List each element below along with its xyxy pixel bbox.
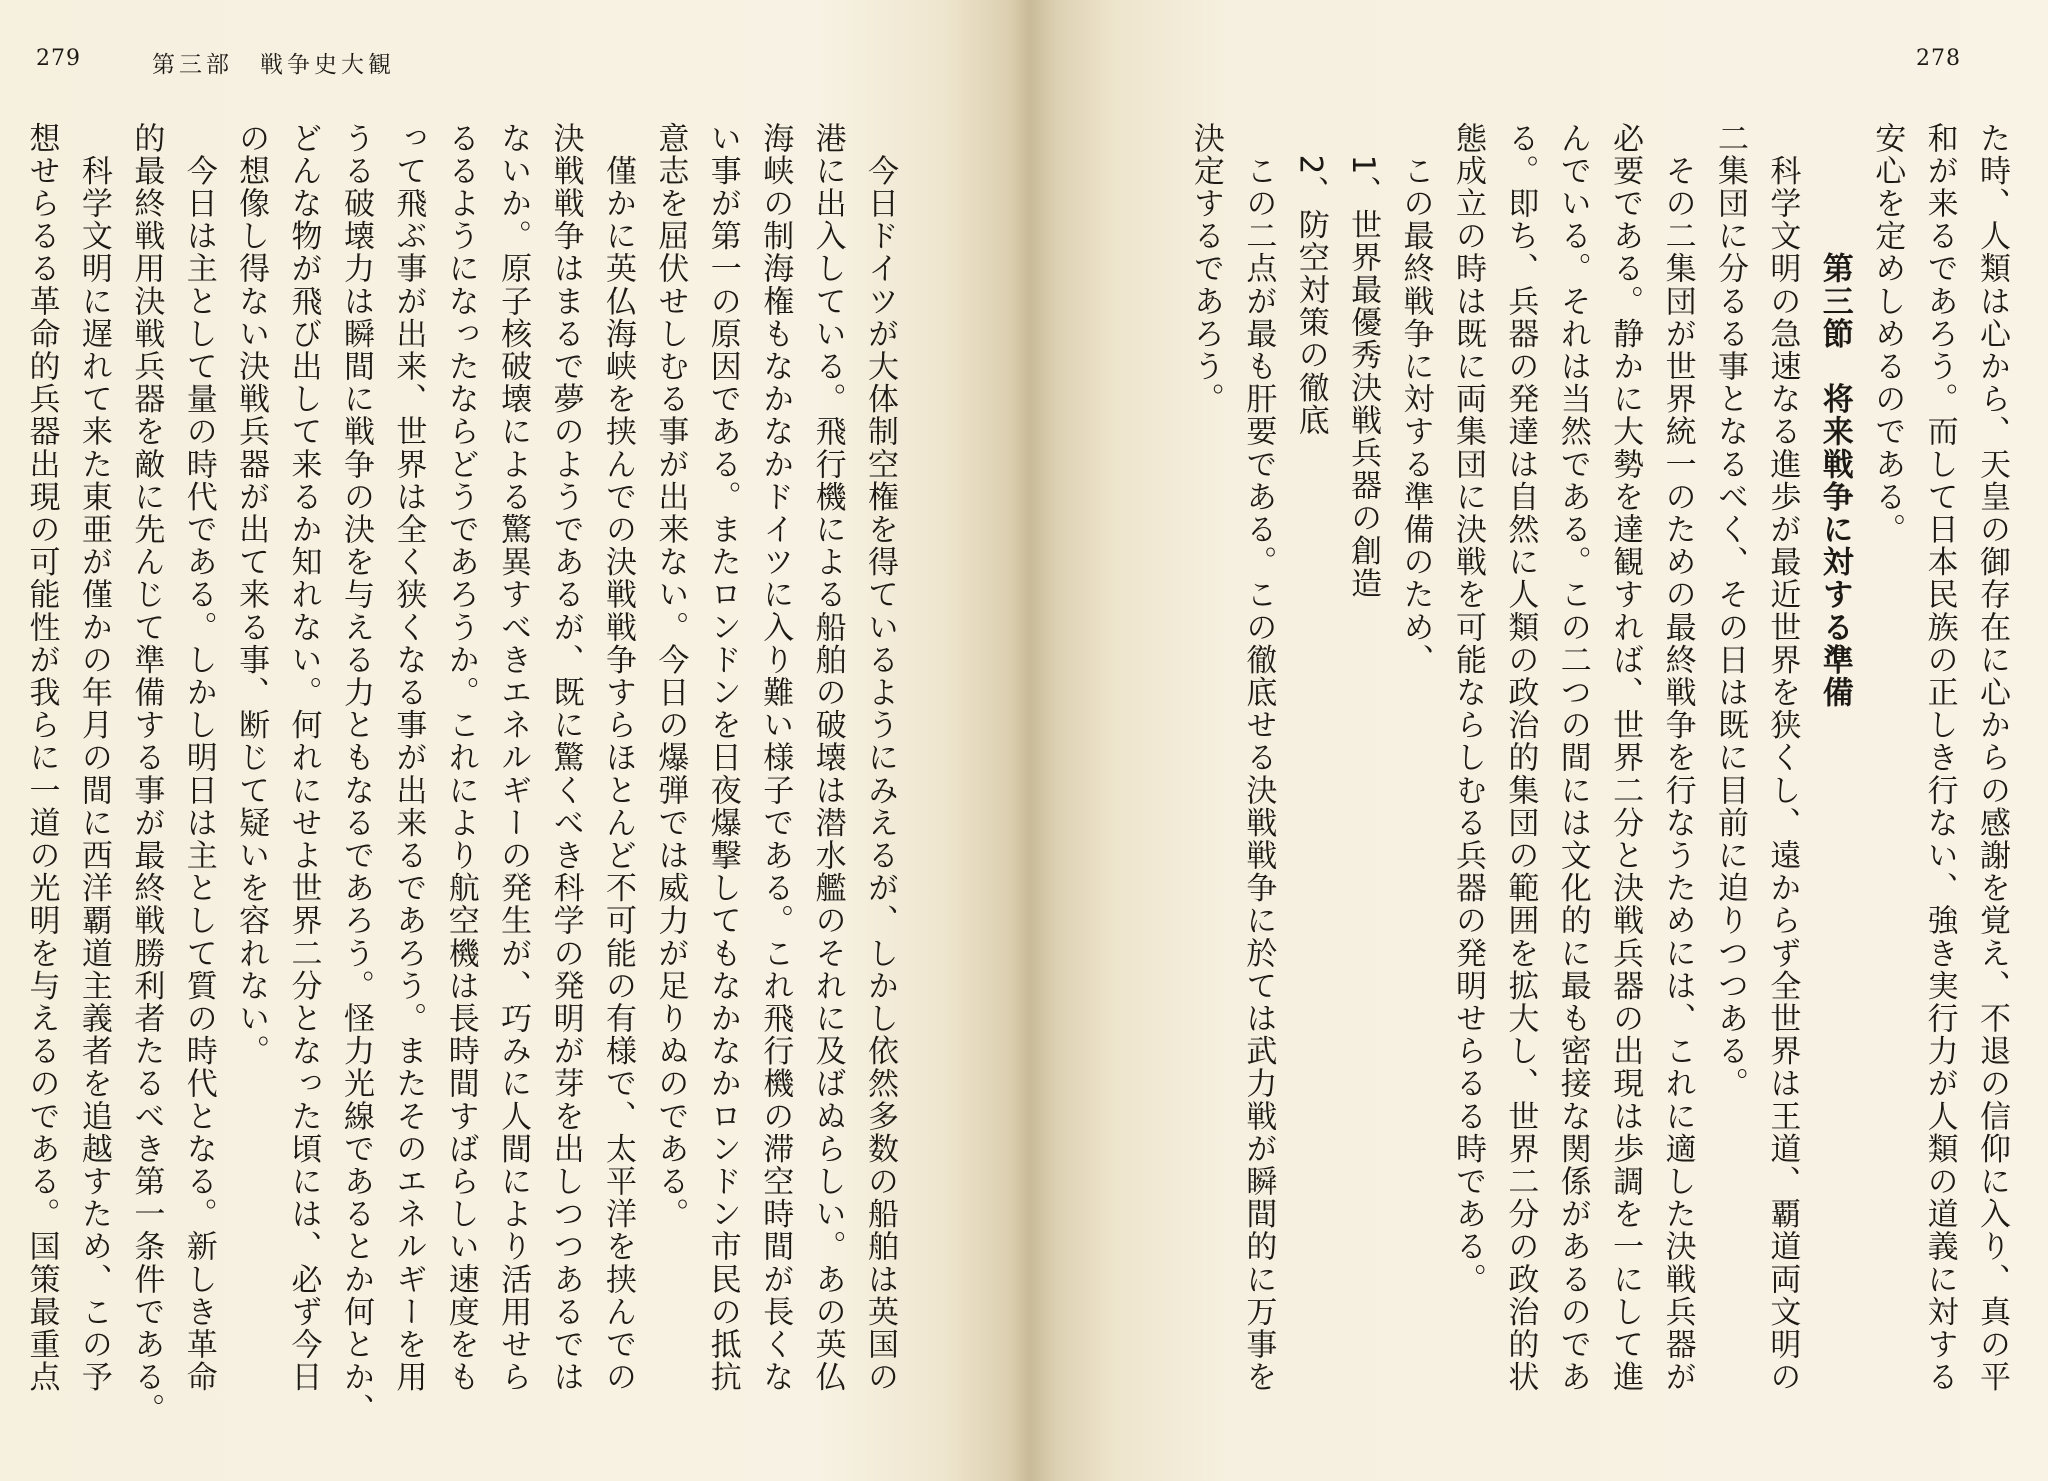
text-line: の想像し得ない決戦兵器が出て来る事、断じて疑いを容れない。 <box>233 122 270 1068</box>
text-line: 港に出入している。飛行機による船舶の破壊は潜水艦のそれに及ばぬらしい。あの英仏 <box>809 122 846 1394</box>
text-line: 海峡の制海権もなかなかドイツに入り難い様子である。これ飛行機の滞空時間が長くな <box>757 122 794 1394</box>
text-line: 決戦戦争はまるで夢のようであるが、既に驚くべき科学の発明が芽を出しつつあるでは <box>547 122 584 1394</box>
text-line: 的最終戦用決戦兵器を敵に先んじて準備する事が最終戦勝利者たるべき第一条件である。 <box>128 122 165 1426</box>
text-line: 必要である。静かに大勢を達観すれば、世界二分と決戦兵器の出現は歩調を一にして進 <box>1607 122 1644 1394</box>
text-line: 科学文明の急速なる進歩が最近世界を狭くし、遠からず全世界は王道、覇道両文明の <box>1764 122 1801 1394</box>
text-line: ないか。原子核破壊による驚異すべきエネルギーの発生が、巧みに人間により活用せら <box>495 122 532 1394</box>
text-line: 僅かに英仏海峡を挟んでの決戦戦争すらほとんど不可能の有様で、太平洋を挟んでの <box>599 122 636 1394</box>
list-item: 1、世界最優秀決戦兵器の創造 <box>1345 122 1382 600</box>
text-line: るるようになったならどうであろうか。これにより航空機は長時間すばらしい速度をも <box>442 122 479 1394</box>
text-line: って飛ぶ事が出来、世界は全く狭くなる事が出来るであろう。またそのエネルギーを用 <box>390 122 427 1394</box>
text-line: んでいる。それは当然である。この二つの間には文化的に最も密接な関係があるのであ <box>1554 122 1591 1394</box>
text-line: い事が第一の原因である。またロンドンを日夜爆撃してもなかなかロンドン市民の抵抗 <box>704 122 741 1394</box>
page-number: 279 <box>36 46 81 71</box>
text-line: 決定するであろう。 <box>1187 122 1224 416</box>
text-line: 二集団に分るる事となるべく、その日は既に目前に迫りつつある。 <box>1711 122 1748 1100</box>
text-line: うる破壊力は瞬間に戦争の決を与える力ともなるであろう。怪力光線であるとか何とか、 <box>337 122 374 1426</box>
running-header: 第三部 戦争史大観 <box>152 52 395 78</box>
text-line: この最終戦争に対する準備のため、 <box>1397 122 1434 677</box>
body-text <box>15 122 906 1426</box>
list-item: 2、防空対策の徹底 <box>1292 122 1329 437</box>
text-line: た時、人類は心から、天皇の御存在に心からの感謝を覚え、不退の信仰に入り、真の平 <box>1974 122 2010 1394</box>
section-heading: 第三節 将来戦争に対する準備 <box>1816 122 1853 709</box>
body-text <box>1180 122 2019 1423</box>
text-line: 意志を屈伏せしむる事が出来ない。今日の爆弾では威力が足りぬのである。 <box>652 122 689 1231</box>
right-page <box>1044 0 2048 1481</box>
text-line: 和が来るであろう。而して日本民族の正しき行ない、強き実行力が人類の道義に対する <box>1921 122 1958 1394</box>
text-line: どんな物が飛び出して来るか知れない。何れにせよ世界二分となった頃には、必ず今日 <box>285 122 322 1394</box>
text-line: 今日は主として量の時代である。しかし明日は主として質の時代となる。新しき革命 <box>180 122 217 1394</box>
text-line: 科学文明に遅れて来た東亜が僅かの年月の間に西洋覇道主義者を追越すため、この予 <box>75 122 112 1394</box>
text-line: る。即ち、兵器の発達は自然に人類の政治的集団の範囲を拡大し、世界二分の政治的状 <box>1502 122 1539 1394</box>
text-line: 想せらるる革命的兵器出現の可能性が我らに一道の光明を与えるのである。国策最重点 <box>23 122 60 1394</box>
text-line: 安心を定めしめるのである。 <box>1869 122 1906 546</box>
text-line: 態成立の時は既に両集団に決戦を可能ならしむる兵器の発明せらるる時である。 <box>1449 122 1486 1296</box>
left-page <box>0 0 1004 1481</box>
text-line: 今日ドイツが大体制空権を得ているようにみえるが、しかし依然多数の船舶は英国の <box>862 122 898 1394</box>
page-number: 278 <box>1916 46 1961 71</box>
text-line: その二集団が世界統一のための最終戦争を行なうためには、これに適した決戦兵器が <box>1659 122 1696 1394</box>
text-line: この二点が最も肝要である。この徹底せる決戦戦争に於ては武力戦が瞬間的に万事を <box>1240 122 1277 1394</box>
